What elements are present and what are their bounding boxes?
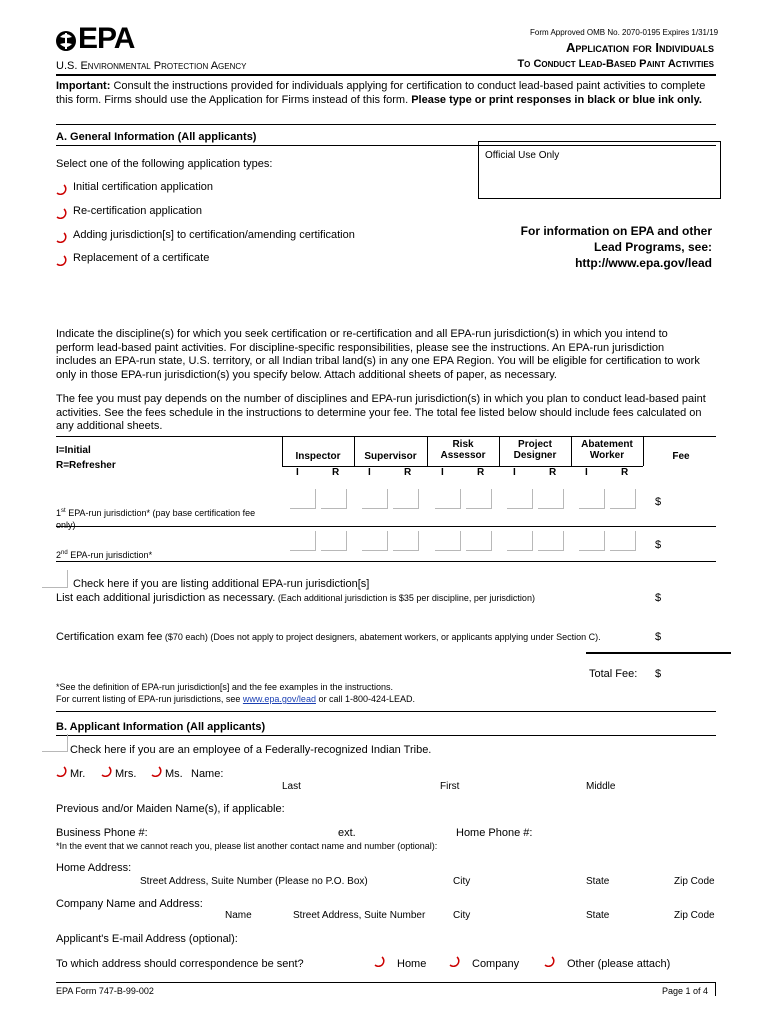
checkbox-row2-inspector-r[interactable] bbox=[321, 531, 347, 551]
header-rule bbox=[56, 74, 716, 76]
rule bbox=[56, 124, 716, 125]
col-divider bbox=[499, 436, 500, 466]
col-project-designer: Project Designer bbox=[513, 439, 557, 461]
checkbox-row1-designer-i[interactable] bbox=[507, 489, 533, 509]
row2-label: 2nd EPA-run jurisdiction* bbox=[56, 550, 153, 560]
checkbox-row2-supervisor-i[interactable] bbox=[362, 531, 388, 551]
option-replacement: Replacement of a certificate bbox=[73, 252, 210, 264]
checkbox-row2-risk-i[interactable] bbox=[435, 531, 461, 551]
important-notice: Important: Consult the instructions provided for individuals applying for certification to conduct lead-based paint activities to complete this form. Firms should use the Application for Firms instead of this form. Please type or print responses in black or blue ink only. bbox=[56, 80, 706, 106]
home-phone-label: Home Phone #: bbox=[456, 827, 533, 839]
info-url: http://www.epa.gov/lead bbox=[575, 256, 712, 270]
r-inspector: R bbox=[332, 467, 340, 478]
company-label: Company Name and Address: bbox=[56, 898, 203, 910]
col-supervisor: Supervisor bbox=[364, 451, 417, 462]
exam-dollar: $ bbox=[655, 631, 662, 643]
form-title-line2: To Conduct Lead-Based Paint Activities bbox=[517, 58, 714, 70]
footnote-listing: For current listing of EPA-run jurisdictions, see www.epa.gov/lead or call 1-800-424-LEAD. bbox=[56, 694, 416, 704]
checkbox-tribe-employee[interactable] bbox=[42, 734, 68, 752]
row1-dollar: $ bbox=[655, 496, 662, 508]
hint-zip: Zip Code bbox=[674, 876, 715, 887]
form-title-line1: Application for Individuals bbox=[565, 40, 714, 55]
radio-recert[interactable] bbox=[55, 207, 67, 219]
checkbox-row1-supervisor-i[interactable] bbox=[362, 489, 388, 509]
option-recert: Re-certification application bbox=[73, 205, 203, 217]
total-dollar: $ bbox=[655, 668, 662, 680]
checkbox-row1-worker-r[interactable] bbox=[610, 489, 636, 509]
home-address-label: Home Address: bbox=[56, 862, 132, 874]
form-number: EPA Form 747-B-99-002 bbox=[56, 986, 154, 996]
hint-company-state: State bbox=[586, 910, 610, 921]
info-line2: Lead Programs, see: bbox=[593, 240, 712, 254]
official-use-label: Official Use Only bbox=[485, 150, 560, 161]
contact-note: *In the event that we cannot reach you, please list another contact name and number (optional): bbox=[56, 841, 438, 851]
row2-rule bbox=[56, 561, 716, 562]
checkbox-row1-supervisor-r[interactable] bbox=[393, 489, 419, 509]
r-designer: R bbox=[549, 467, 557, 478]
rule bbox=[56, 735, 716, 736]
footer-divider bbox=[715, 982, 716, 996]
hint-first: First bbox=[440, 781, 460, 792]
radio-initial[interactable] bbox=[55, 183, 67, 195]
checkbox-row1-risk-r[interactable] bbox=[466, 489, 492, 509]
epa-lead-link[interactable]: www.epa.gov/lead bbox=[242, 694, 316, 704]
checkbox-row2-designer-i[interactable] bbox=[507, 531, 533, 551]
row1-rule bbox=[56, 526, 716, 527]
i-inspector: I bbox=[296, 467, 299, 478]
checkbox-row2-risk-r[interactable] bbox=[466, 531, 492, 551]
r-risk: R bbox=[477, 467, 485, 478]
additional-list: List each additional jurisdiction as necessary. (Each additional jurisdiction is $35 per discipline, per jurisdiction) bbox=[56, 592, 535, 604]
hint-city: City bbox=[453, 876, 471, 887]
row2-dollar: $ bbox=[655, 539, 662, 551]
total-fee-label: Total Fee: bbox=[589, 668, 638, 680]
section-a-heading: A. General Information (All applicants) bbox=[56, 131, 257, 143]
omb-number: Form Approved OMB No. 2070-0195 Expires 1/31/19 bbox=[530, 28, 719, 37]
fee-paragraph: The fee you must pay depends on the number of disciplines and EPA-run jurisdiction(s) in which you plan to conduct lead-based paint activities. See the fees schedule in the instructions to determine your fee. The total fee listed below should include fees calculated on any additional sheets. bbox=[56, 393, 706, 432]
r-worker: R bbox=[621, 467, 629, 478]
checkbox-row1-designer-r[interactable] bbox=[538, 489, 564, 509]
checkbox-row2-designer-r[interactable] bbox=[538, 531, 564, 551]
i-designer: I bbox=[513, 467, 516, 478]
tribe-check-label: Check here if you are an employee of a Federally-recognized Indian Tribe. bbox=[70, 744, 432, 756]
select-prompt: Select one of the following application types: bbox=[56, 158, 273, 170]
i-risk: I bbox=[441, 467, 444, 478]
checkbox-row1-worker-i[interactable] bbox=[579, 489, 605, 509]
info-block bbox=[521, 223, 712, 271]
hint-street: Street Address, Suite Number (Please no P.O. Box) bbox=[140, 876, 368, 887]
hint-company-street: Street Address, Suite Number bbox=[293, 910, 426, 921]
checkbox-row1-inspector-r[interactable] bbox=[321, 489, 347, 509]
rule bbox=[56, 711, 716, 712]
col-fee: Fee bbox=[672, 451, 690, 462]
previous-name-label: Previous and/or Maiden Name(s), if applicable: bbox=[56, 803, 285, 815]
email-label: Applicant's E-mail Address (optional): bbox=[56, 933, 238, 945]
radio-corr-company[interactable] bbox=[448, 955, 460, 967]
corr-other: Other (please attach) bbox=[567, 958, 671, 970]
agency-name: U.S. Environmental Protection Agency bbox=[56, 60, 247, 72]
checkbox-row1-risk-i[interactable] bbox=[435, 489, 461, 509]
title-mrs: Mrs. bbox=[115, 768, 137, 780]
additional-dollar: $ bbox=[655, 592, 662, 604]
radio-mr[interactable] bbox=[55, 765, 67, 777]
option-adding: Adding jurisdiction[s] to certification/amending certification bbox=[73, 229, 355, 241]
correspondence-label: To which address should correspondence be sent? bbox=[56, 958, 304, 970]
checkbox-row2-worker-r[interactable] bbox=[610, 531, 636, 551]
i-worker: I bbox=[585, 467, 588, 478]
checkbox-row2-supervisor-r[interactable] bbox=[393, 531, 419, 551]
radio-adding[interactable] bbox=[55, 231, 67, 243]
corr-company: Company bbox=[472, 958, 520, 970]
hint-last: Last bbox=[282, 781, 301, 792]
r-supervisor: R bbox=[404, 467, 412, 478]
checkbox-row2-worker-i[interactable] bbox=[579, 531, 605, 551]
business-phone-label: Business Phone #: bbox=[56, 827, 148, 839]
discipline-paragraph: Indicate the discipline(s) for which you seek certification or re-certification and all EPA-run jurisdiction(s) in which you intend to perform lead-based paint activities. For discipline-specific responsibilities, please see the instructions. An EPA-run jurisdiction includes an EPA-run state, U.S. territory, or all Indian tribal land(s) in any one EPA Region. You will be eligible for certification to work only in those EPA-run jurisdiction(s) you specify below. Attach additional sheets of paper, as necessary. bbox=[56, 328, 700, 381]
additional-check-label: Check here if you are listing additional EPA-run jurisdiction[s] bbox=[73, 578, 370, 590]
radio-replacement[interactable] bbox=[55, 254, 67, 266]
total-rule bbox=[586, 652, 731, 654]
option-initial: Initial certification application bbox=[73, 181, 214, 193]
legend-refresher: R=Refresher bbox=[56, 460, 116, 471]
name-label: Name: bbox=[191, 768, 224, 780]
footer-rule bbox=[56, 982, 716, 983]
title-mr: Mr. bbox=[70, 768, 86, 780]
official-use-box bbox=[478, 141, 721, 199]
section-b-heading: B. Applicant Information (All applicants) bbox=[56, 721, 266, 733]
radio-ms[interactable] bbox=[150, 765, 162, 777]
table-top-rule bbox=[56, 436, 716, 437]
info-line1: For information on EPA and other bbox=[520, 224, 712, 238]
i-supervisor: I bbox=[368, 467, 371, 478]
checkbox-additional-jurisdictions[interactable] bbox=[42, 570, 68, 588]
radio-corr-home[interactable] bbox=[373, 955, 385, 967]
radio-corr-other[interactable] bbox=[543, 955, 555, 967]
ext-label: ext. bbox=[338, 827, 356, 839]
col-divider bbox=[571, 436, 572, 466]
checkbox-row2-inspector-i[interactable] bbox=[290, 531, 316, 551]
row1-label: 1st EPA-run jurisdiction* (pay base certification fee only) bbox=[56, 508, 256, 530]
hint-company-city: City bbox=[453, 910, 471, 921]
epa-logo-text: EPA bbox=[78, 22, 135, 55]
col-risk-assessor: Risk Assessor bbox=[440, 439, 486, 461]
checkbox-row1-inspector-i[interactable] bbox=[290, 489, 316, 509]
title-ms: Ms. bbox=[165, 768, 183, 780]
corr-home: Home bbox=[397, 958, 427, 970]
col-inspector: Inspector bbox=[295, 451, 341, 462]
footnote-definition: *See the definition of EPA-run jurisdiction[s] and the fee examples in the instructions. bbox=[56, 682, 394, 692]
radio-mrs[interactable] bbox=[100, 765, 112, 777]
legend-initial: I=Initial bbox=[56, 445, 91, 456]
col-divider bbox=[427, 436, 428, 466]
hint-company-name: Name bbox=[225, 910, 252, 921]
exam-fee: Certification exam fee ($70 each) (Does not apply to project designers, abatement workers, or applicants applying under Section C). bbox=[56, 631, 601, 643]
page-number: Page 1 of 4 bbox=[661, 986, 708, 996]
hint-state: State bbox=[586, 876, 610, 887]
hint-company-zip: Zip Code bbox=[674, 910, 715, 921]
col-abatement-worker: Abatement Worker bbox=[581, 439, 633, 461]
hint-middle: Middle bbox=[586, 781, 616, 792]
